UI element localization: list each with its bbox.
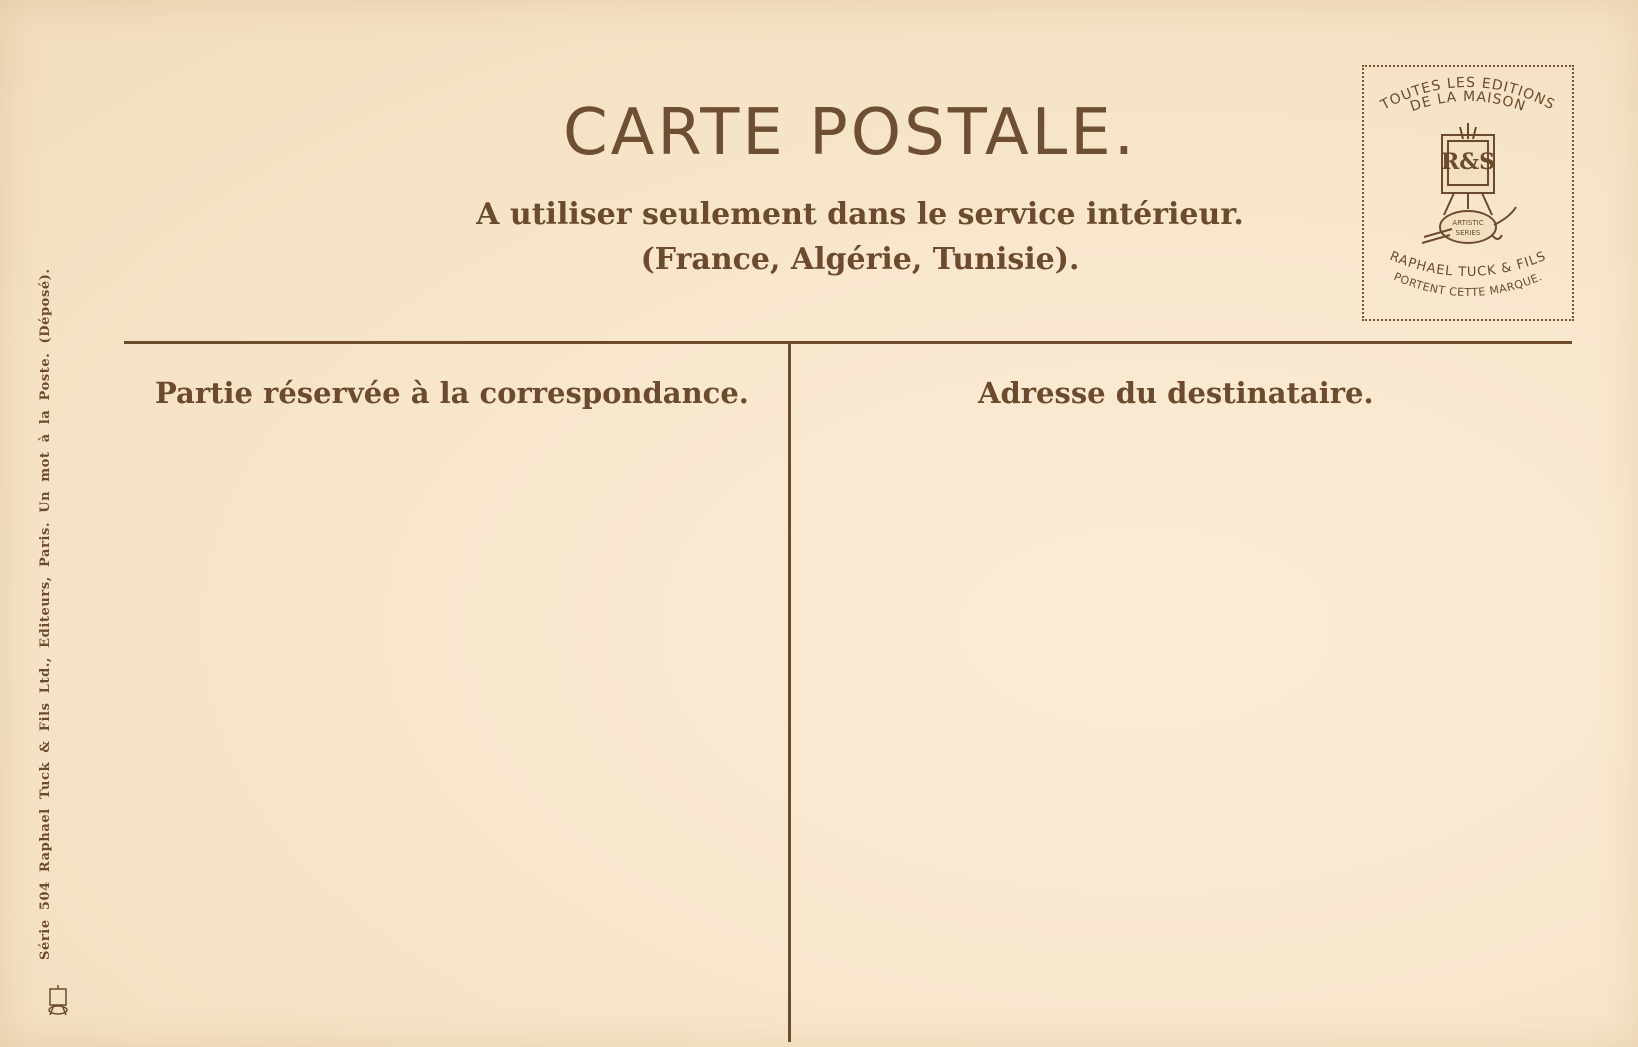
card-title: CARTE POSTALE. (562, 96, 1138, 170)
svg-text:ARTISTIC: ARTISTIC (1452, 219, 1484, 227)
address-label: Adresse du destinataire. (978, 376, 1374, 410)
horizontal-divider (124, 341, 1572, 344)
card-subtitle (410, 192, 1310, 282)
svg-text:R&S: R&S (1440, 149, 1496, 175)
stamp-top-line1: TOUTES LES EDITIONS (1378, 74, 1558, 114)
svg-text:RAPHAEL TUCK & FILS (1387, 249, 1548, 280)
stamp-top-line2: DE LA MAISON (1408, 88, 1528, 116)
stamp-bottom-line2: PORTENT CETTE MARQUE. (1391, 270, 1545, 300)
svg-text:SERIES: SERIES (1455, 229, 1481, 237)
stamp-box (1362, 65, 1574, 321)
publisher-side-text: Série 504 Raphael Tuck & Fils Ltd., Editeurs, Paris. Un mot à la Poste. (Déposé). (38, 268, 53, 960)
stamp-mark (1364, 67, 1572, 319)
easel-logo-icon (44, 983, 72, 1017)
easel-palette-icon (1422, 123, 1516, 243)
subtitle-line-1: A utiliser seulement dans le service intérieur. (476, 197, 1244, 232)
subtitle-line-2: (France, Algérie, Tunisie). (640, 242, 1080, 277)
correspondence-label: Partie réservée à la correspondance. (155, 376, 749, 410)
stamp-bottom-line1: RAPHAEL TUCK & FILS (1387, 248, 1549, 281)
vertical-divider (788, 342, 791, 1042)
